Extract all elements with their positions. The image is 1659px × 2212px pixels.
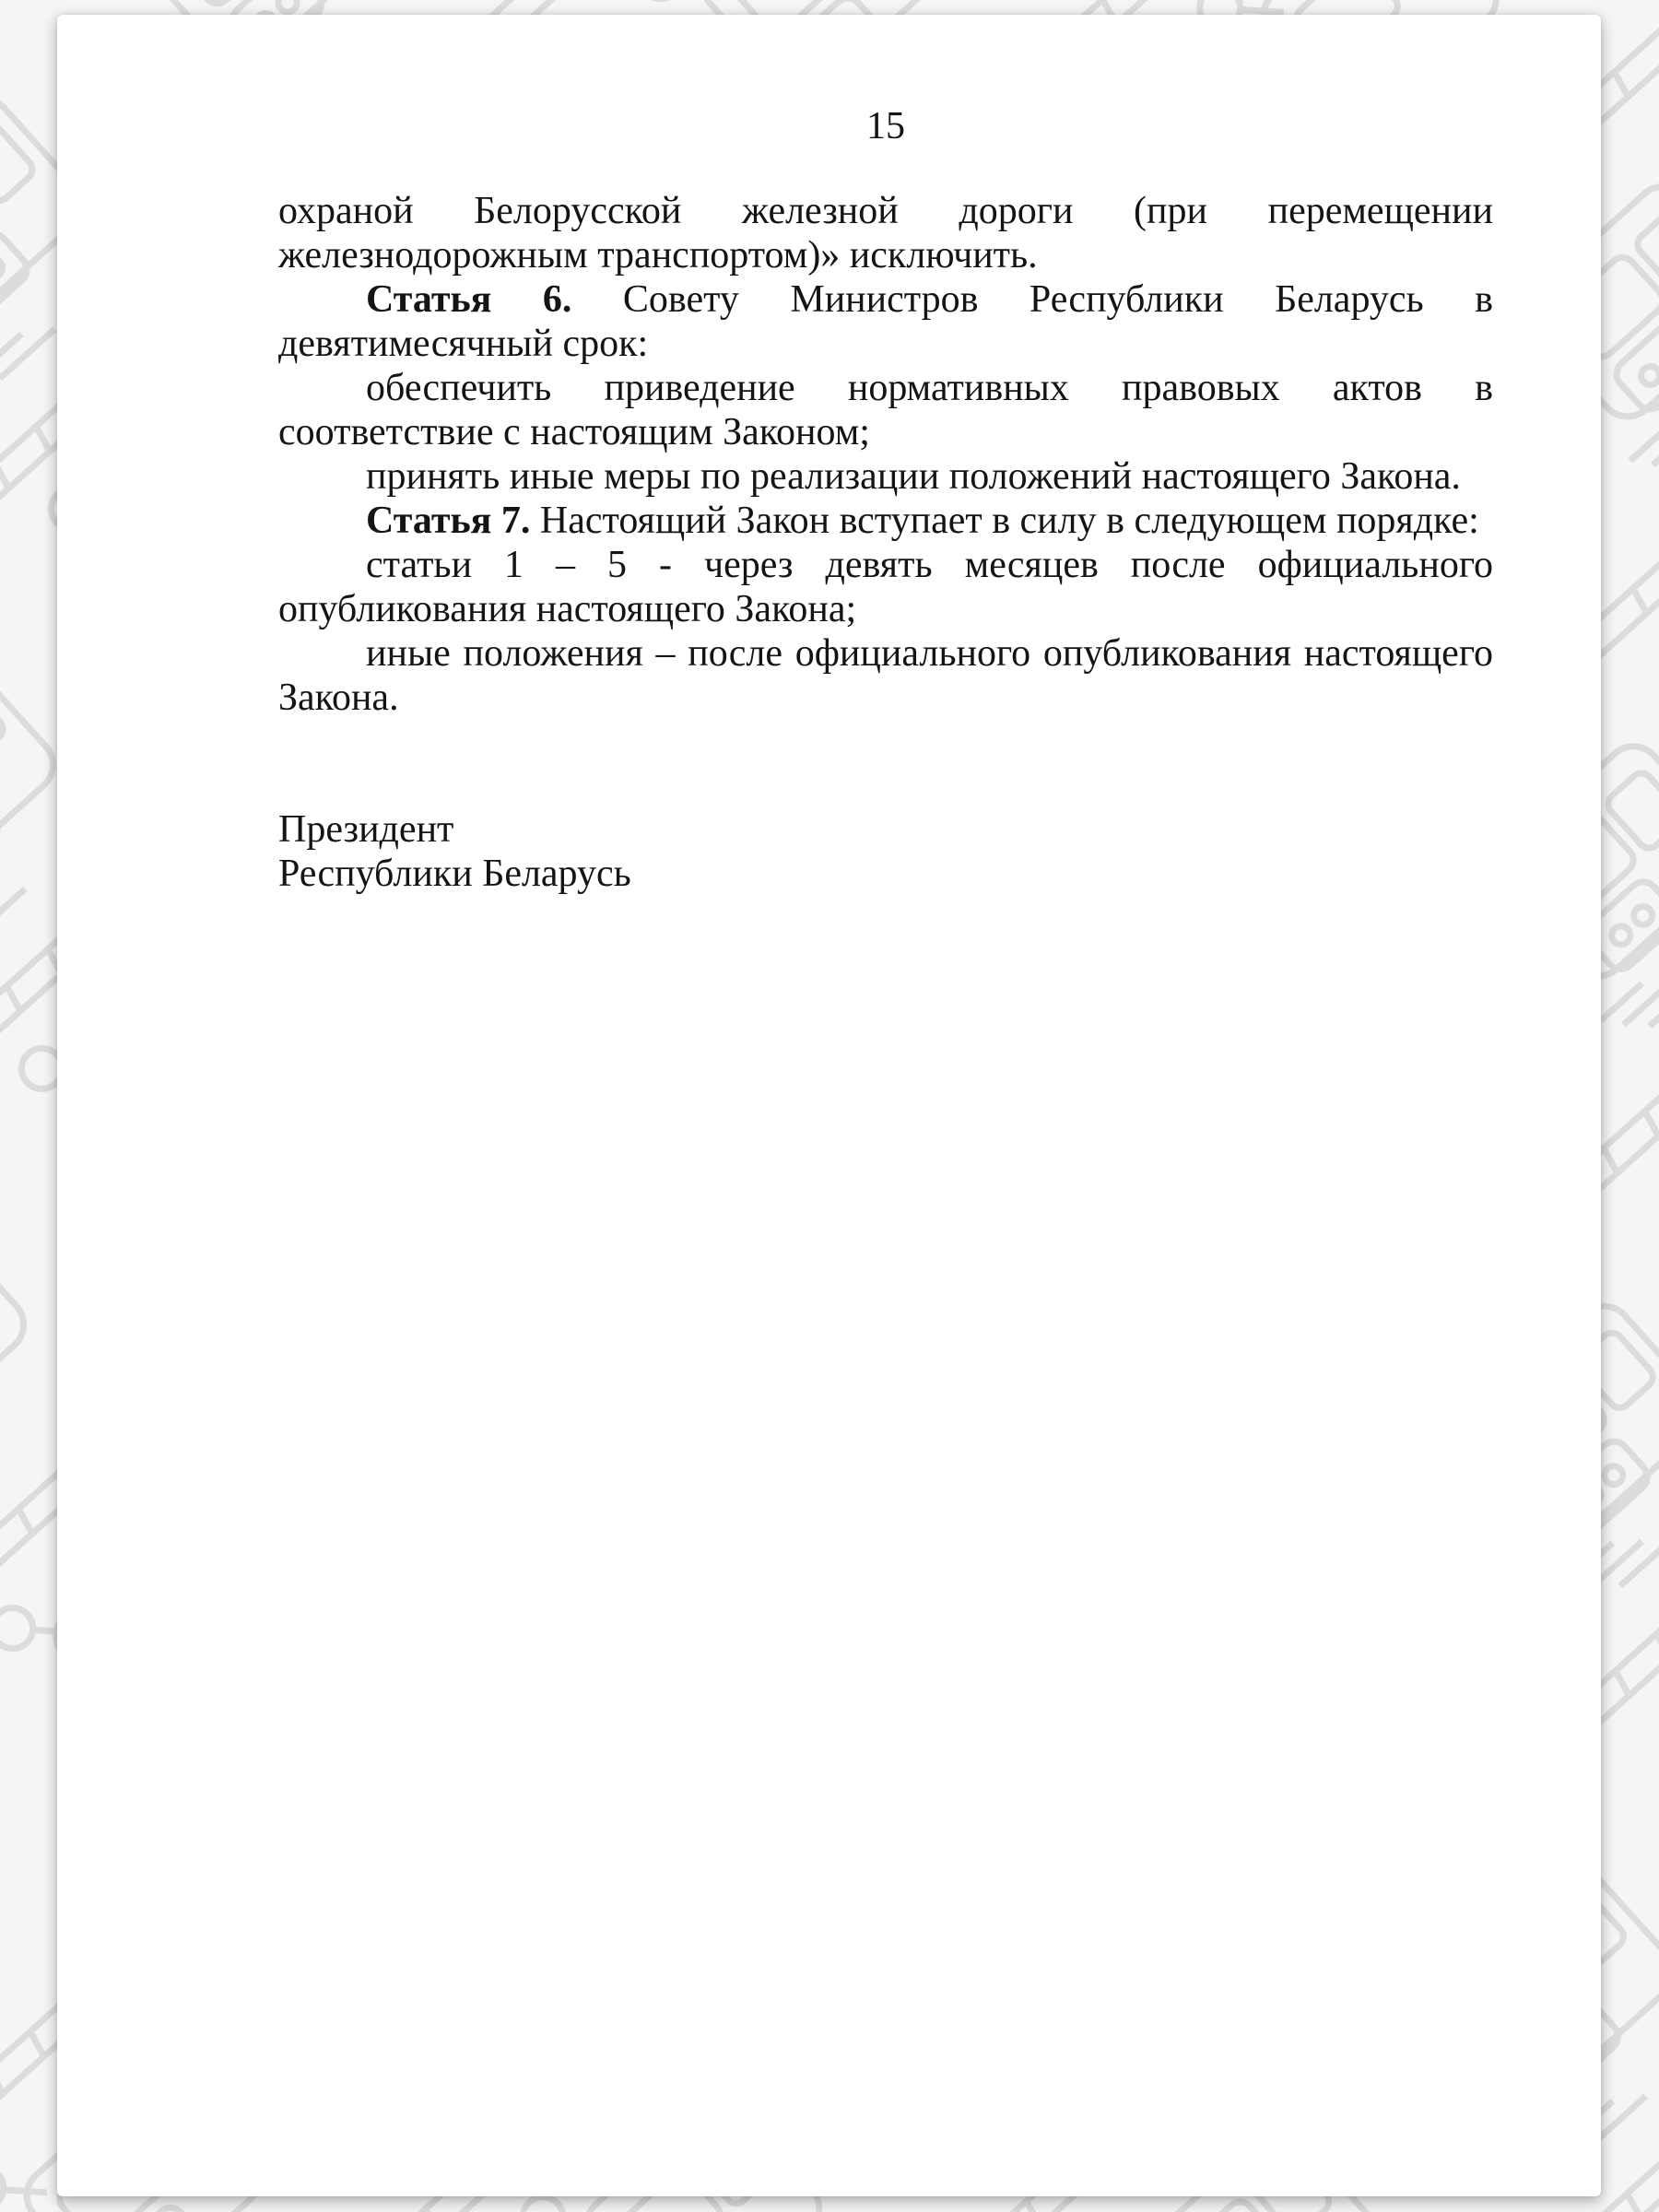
paragraph-text: статьи 1 – 5 - через девять месяцев после официального опубликования настоящего Закона; bbox=[278, 544, 1493, 630]
article-label: Статья 7. bbox=[366, 500, 531, 542]
signature-org: Республики Беларусь bbox=[278, 853, 631, 895]
document-page bbox=[57, 15, 1601, 2196]
paragraph-text: обеспечить приведение нормативных правовых актов в соответствие с настоящим Законом; bbox=[278, 367, 1493, 453]
law-paragraph bbox=[278, 631, 1493, 720]
paragraph-text: иные положения – после официального опубликования настоящего Закона. bbox=[278, 632, 1493, 719]
paragraph-text: Совету Министров Республики Беларусь в девятимесячный срок: bbox=[278, 278, 1493, 365]
law-paragraph bbox=[278, 543, 1493, 631]
article-label: Статья 6. bbox=[366, 278, 572, 321]
paragraph-text: охраной Белорусской железной дороги (при перемещении железнодорожным транспортом)» исключить. bbox=[278, 190, 1493, 276]
document-body bbox=[278, 189, 1493, 720]
page-number: 15 bbox=[866, 105, 905, 147]
law-paragraph bbox=[278, 366, 1493, 454]
paragraph-text: Настоящий Закон вступает в силу в следующем порядке: bbox=[530, 500, 1479, 542]
law-paragraph bbox=[278, 454, 1493, 499]
paragraph-text: принять иные меры по реализации положений настоящего Закона. bbox=[366, 455, 1461, 498]
law-paragraph bbox=[278, 499, 1493, 543]
signature-title: Президент bbox=[278, 808, 454, 851]
document-content bbox=[278, 104, 1493, 896]
signature-block bbox=[278, 807, 1493, 896]
law-paragraph bbox=[278, 189, 1493, 277]
law-paragraph bbox=[278, 277, 1493, 366]
